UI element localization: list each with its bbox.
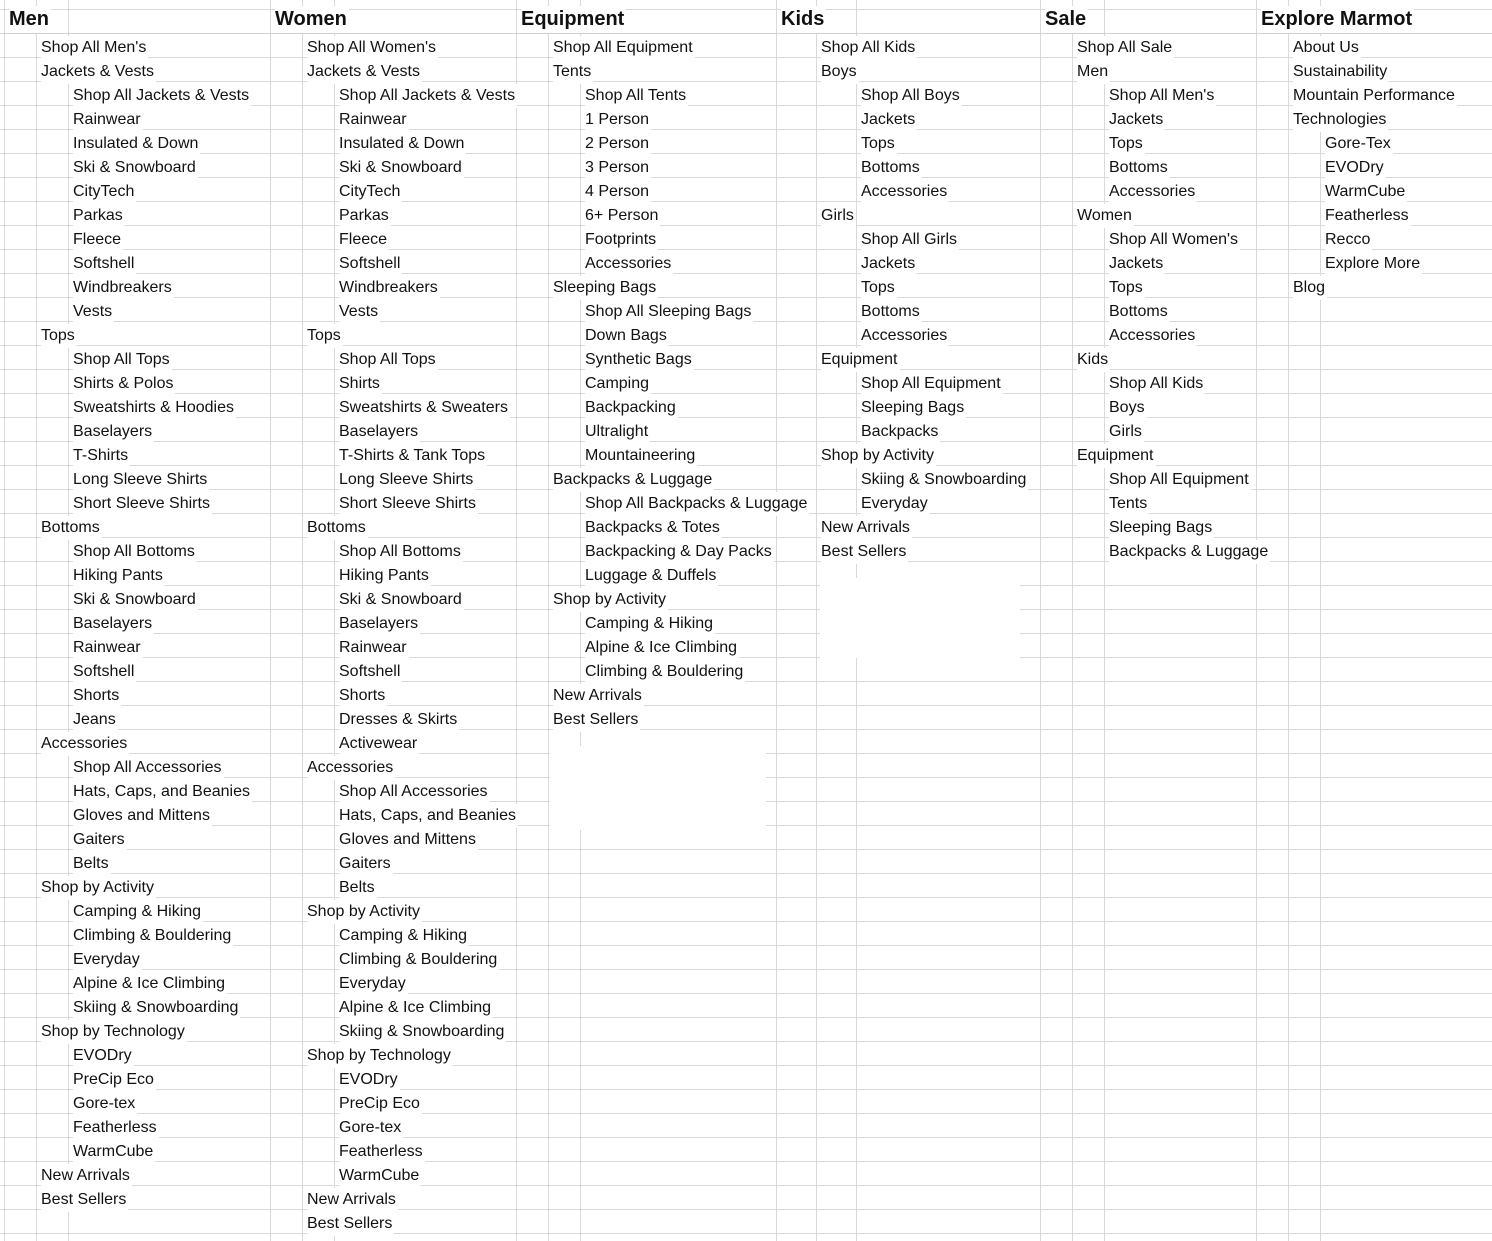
menu-subitem-cell[interactable]: Jackets: [1109, 252, 1165, 276]
menu-subitem-cell[interactable]: Camping & Hiking: [585, 612, 715, 636]
menu-subitem-cell[interactable]: Softshell: [73, 252, 136, 276]
menu-subitem-cell[interactable]: Baselayers: [339, 612, 420, 636]
grid-column-line: [580, 0, 581, 1241]
menu-subitem-cell[interactable]: Short Sleeve Shirts: [339, 492, 478, 516]
grid-column-line: [816, 0, 817, 1241]
menu-subitem-cell[interactable]: Shop All Kids: [1109, 372, 1205, 396]
menu-subitem-cell[interactable]: Girls: [1109, 420, 1144, 444]
column-header[interactable]: Equipment: [521, 6, 626, 33]
grid-column-line: [302, 0, 303, 1241]
menu-category-cell[interactable]: Shop All Women's: [307, 36, 438, 60]
menu-subitem-cell[interactable]: Windbreakers: [339, 276, 440, 300]
menu-subitem-cell[interactable]: Rainwear: [73, 636, 143, 660]
menu-subitem-cell[interactable]: Alpine & Ice Climbing: [585, 636, 739, 660]
grid-column-line: [1072, 0, 1073, 1241]
menu-category-cell[interactable]: Backpacks & Luggage: [553, 468, 714, 492]
menu-subitem-cell[interactable]: EVODry: [73, 1044, 134, 1068]
menu-subitem-cell[interactable]: Backpacking: [585, 396, 678, 420]
menu-category-cell[interactable]: Shop All Men's: [41, 36, 148, 60]
menu-subitem-cell[interactable]: Climbing & Bouldering: [73, 924, 233, 948]
menu-subitem-cell[interactable]: Camping & Hiking: [73, 900, 203, 924]
menu-subitem-cell[interactable]: Gaiters: [73, 828, 127, 852]
menu-category-cell[interactable]: New Arrivals: [821, 516, 912, 540]
column-header[interactable]: Explore Marmot: [1261, 6, 1414, 33]
menu-subitem-cell[interactable]: Alpine & Ice Climbing: [73, 972, 227, 996]
menu-subitem-cell[interactable]: Jackets: [861, 252, 917, 276]
menu-subitem-cell[interactable]: Camping: [585, 372, 651, 396]
menu-subitem-cell[interactable]: Shop All Bottoms: [339, 540, 463, 564]
menu-subitem-cell[interactable]: Shop All Bottoms: [73, 540, 197, 564]
menu-subitem-cell[interactable]: Footprints: [585, 228, 658, 252]
menu-category-cell[interactable]: Best Sellers: [41, 1188, 128, 1212]
menu-category-cell[interactable]: New Arrivals: [553, 684, 644, 708]
menu-subitem-cell[interactable]: Ski & Snowboard: [73, 588, 198, 612]
menu-subitem-cell[interactable]: 4 Person: [585, 180, 651, 204]
menu-subitem-cell[interactable]: Shop All Girls: [861, 228, 959, 252]
menu-subitem-cell[interactable]: Vests: [339, 300, 380, 324]
menu-subitem-cell[interactable]: Tops: [861, 132, 897, 156]
menu-subitem-cell[interactable]: Short Sleeve Shirts: [73, 492, 212, 516]
menu-subitem-cell[interactable]: Rainwear: [73, 108, 143, 132]
menu-subitem-cell[interactable]: 2 Person: [585, 132, 651, 156]
menu-subitem-cell[interactable]: CityTech: [73, 180, 136, 204]
menu-subitem-cell[interactable]: Ski & Snowboard: [339, 588, 464, 612]
menu-category-cell[interactable]: Shop All Equipment: [553, 36, 695, 60]
menu-category-cell[interactable]: Men: [1077, 60, 1110, 84]
menu-subitem-cell[interactable]: Gore-tex: [73, 1092, 137, 1116]
menu-subitem-cell[interactable]: Shop All Sleeping Bags: [585, 300, 753, 324]
menu-subitem-cell[interactable]: Skiing & Snowboarding: [73, 996, 240, 1020]
menu-subitem-cell[interactable]: Shop All Tents: [585, 84, 688, 108]
menu-category-cell[interactable]: Best Sellers: [307, 1212, 394, 1236]
menu-category-cell[interactable]: Boys: [821, 60, 859, 84]
menu-subitem-cell[interactable]: Gloves and Mittens: [339, 828, 478, 852]
menu-subitem-cell[interactable]: Shop All Jackets & Vests: [339, 84, 517, 108]
menu-subitem-cell[interactable]: Sweatshirts & Hoodies: [73, 396, 236, 420]
menu-subitem-cell[interactable]: Everyday: [861, 492, 930, 516]
menu-subitem-cell[interactable]: Hiking Pants: [73, 564, 165, 588]
menu-category-cell[interactable]: Shop by Technology: [41, 1020, 187, 1044]
menu-subitem-cell[interactable]: T-Shirts: [73, 444, 130, 468]
menu-subitem-cell[interactable]: Shorts: [73, 684, 121, 708]
menu-category-cell[interactable]: Jackets & Vests: [41, 60, 156, 84]
menu-subitem-cell[interactable]: Shop All Backpacks & Luggage: [585, 492, 809, 516]
menu-subitem-cell[interactable]: Baselayers: [339, 420, 420, 444]
menu-subitem-cell[interactable]: EVODry: [339, 1068, 400, 1092]
menu-category-cell[interactable]: Shop by Activity: [307, 900, 422, 924]
menu-subitem-cell[interactable]: Insulated & Down: [73, 132, 200, 156]
menu-subitem-cell[interactable]: Tops: [1109, 132, 1145, 156]
menu-category-cell[interactable]: Sustainability: [1293, 60, 1389, 84]
menu-subitem-cell[interactable]: Baselayers: [73, 612, 154, 636]
menu-subitem-cell[interactable]: Climbing & Bouldering: [339, 948, 499, 972]
menu-subitem-cell[interactable]: Accessories: [861, 324, 949, 348]
header-row-border: [0, 33, 1492, 34]
menu-subitem-cell[interactable]: Parkas: [73, 204, 125, 228]
menu-subitem-cell[interactable]: Bottoms: [861, 300, 922, 324]
menu-subitem-cell[interactable]: 3 Person: [585, 156, 651, 180]
menu-subitem-cell[interactable]: Ultralight: [585, 420, 650, 444]
menu-subitem-cell[interactable]: Featherless: [1325, 204, 1411, 228]
menu-subitem-cell[interactable]: 1 Person: [585, 108, 651, 132]
menu-category-cell[interactable]: Bottoms: [307, 516, 368, 540]
menu-subitem-cell[interactable]: Ski & Snowboard: [339, 156, 464, 180]
menu-subitem-cell[interactable]: Belts: [73, 852, 111, 876]
menu-category-cell[interactable]: Tops: [41, 324, 77, 348]
menu-subitem-cell[interactable]: Shop All Equipment: [1109, 468, 1251, 492]
menu-subitem-cell[interactable]: Gore-tex: [339, 1116, 403, 1140]
menu-subitem-cell[interactable]: Activewear: [339, 732, 419, 756]
menu-subitem-cell[interactable]: Rainwear: [339, 636, 409, 660]
menu-subitem-cell[interactable]: T-Shirts & Tank Tops: [339, 444, 487, 468]
grid-column-line: [1288, 0, 1289, 1241]
menu-subitem-cell[interactable]: Sleeping Bags: [861, 396, 966, 420]
menu-subitem-cell[interactable]: Baselayers: [73, 420, 154, 444]
grid-column-line: [4, 0, 5, 1241]
menu-subitem-cell[interactable]: Gore-Tex: [1325, 132, 1393, 156]
menu-subitem-cell[interactable]: Jackets: [1109, 108, 1165, 132]
menu-subitem-cell[interactable]: Insulated & Down: [339, 132, 466, 156]
grid-column-line: [1040, 0, 1041, 1241]
menu-subitem-cell[interactable]: Vests: [73, 300, 114, 324]
menu-subitem-cell[interactable]: Ski & Snowboard: [73, 156, 198, 180]
column-header[interactable]: Men: [9, 6, 51, 33]
grid-column-line: [776, 0, 777, 1241]
menu-subitem-cell[interactable]: Windbreakers: [73, 276, 174, 300]
menu-subitem-cell[interactable]: Tops: [1109, 276, 1145, 300]
menu-subitem-cell[interactable]: Shop All Equipment: [861, 372, 1003, 396]
menu-subitem-cell[interactable]: Mountaineering: [585, 444, 697, 468]
menu-subitem-cell[interactable]: Camping & Hiking: [339, 924, 469, 948]
menu-subitem-cell[interactable]: Climbing & Bouldering: [585, 660, 745, 684]
menu-subitem-cell[interactable]: Shop All Accessories: [339, 780, 490, 804]
grid-column-line: [1256, 0, 1257, 1241]
menu-subitem-cell[interactable]: Backpacking & Day Packs: [585, 540, 774, 564]
menu-subitem-cell[interactable]: Bottoms: [1109, 156, 1170, 180]
menu-subitem-cell[interactable]: Long Sleeve Shirts: [73, 468, 209, 492]
menu-category-cell[interactable]: Shop by Activity: [41, 876, 156, 900]
menu-subitem-cell[interactable]: Softshell: [339, 252, 402, 276]
menu-subitem-cell[interactable]: WarmCube: [73, 1140, 155, 1164]
menu-subitem-cell[interactable]: Explore More: [1325, 252, 1422, 276]
menu-subitem-cell[interactable]: Accessories: [1109, 180, 1197, 204]
menu-subitem-cell[interactable]: Gloves and Mittens: [73, 804, 212, 828]
menu-subitem-cell[interactable]: Shop All Jackets & Vests: [73, 84, 251, 108]
menu-subitem-cell[interactable]: Fleece: [339, 228, 389, 252]
menu-subitem-cell[interactable]: Gaiters: [339, 852, 393, 876]
menu-subitem-cell[interactable]: Backpacks: [861, 420, 940, 444]
menu-subitem-cell[interactable]: Skiing & Snowboarding: [339, 1020, 506, 1044]
menu-subitem-cell[interactable]: Hiking Pants: [339, 564, 431, 588]
menu-subitem-cell[interactable]: Hats, Caps, and Beanies: [339, 804, 518, 828]
menu-subitem-cell[interactable]: Sleeping Bags: [1109, 516, 1214, 540]
grid-column-line: [1104, 0, 1105, 1241]
menu-subitem-cell[interactable]: Accessories: [585, 252, 673, 276]
menu-category-cell[interactable]: Accessories: [307, 756, 395, 780]
menu-subitem-cell[interactable]: WarmCube: [1325, 180, 1407, 204]
menu-subitem-cell[interactable]: Hats, Caps, and Beanies: [73, 780, 252, 804]
menu-subitem-cell[interactable]: Everyday: [339, 972, 408, 996]
menu-subitem-cell[interactable]: Boys: [1109, 396, 1147, 420]
menu-category-cell[interactable]: Equipment: [1077, 444, 1156, 468]
menu-subitem-cell[interactable]: Featherless: [339, 1140, 425, 1164]
grid-column-line: [68, 0, 69, 1241]
menu-subitem-cell[interactable]: Belts: [339, 876, 377, 900]
menu-subitem-cell[interactable]: PreCip Eco: [339, 1092, 422, 1116]
menu-subitem-cell[interactable]: Recco: [1325, 228, 1372, 252]
menu-subitem-cell[interactable]: CityTech: [339, 180, 402, 204]
menu-category-cell[interactable]: Equipment: [821, 348, 900, 372]
menu-subitem-cell[interactable]: Backpacks & Totes: [585, 516, 722, 540]
menu-subitem-cell[interactable]: Accessories: [1109, 324, 1197, 348]
menu-category-cell[interactable]: About Us: [1293, 36, 1361, 60]
menu-subitem-cell[interactable]: Parkas: [339, 204, 391, 228]
menu-subitem-cell[interactable]: Backpacks & Luggage: [1109, 540, 1270, 564]
menu-category-cell[interactable]: Jackets & Vests: [307, 60, 422, 84]
menu-subitem-cell[interactable]: EVODry: [1325, 156, 1386, 180]
menu-subitem-cell[interactable]: 6+ Person: [585, 204, 660, 228]
grid-column-line: [1320, 0, 1321, 1241]
menu-category-cell[interactable]: Girls: [821, 204, 856, 228]
menu-category-cell[interactable]: Technologies: [1293, 108, 1388, 132]
menu-subitem-cell[interactable]: Alpine & Ice Climbing: [339, 996, 493, 1020]
menu-subitem-cell[interactable]: Bottoms: [861, 156, 922, 180]
column-header[interactable]: Sale: [1045, 6, 1088, 33]
menu-subitem-cell[interactable]: Sweatshirts & Sweaters: [339, 396, 510, 420]
menu-subitem-cell[interactable]: PreCip Eco: [73, 1068, 156, 1092]
menu-subitem-cell[interactable]: Shop All Men's: [1109, 84, 1216, 108]
menu-subitem-cell[interactable]: Shop All Accessories: [73, 756, 224, 780]
menu-category-cell[interactable]: Women: [1077, 204, 1134, 228]
menu-subitem-cell[interactable]: Accessories: [861, 180, 949, 204]
menu-category-cell[interactable]: Shop by Activity: [821, 444, 936, 468]
grid-column-line: [270, 0, 271, 1241]
menu-subitem-cell[interactable]: Softshell: [73, 660, 136, 684]
menu-subitem-cell[interactable]: Tents: [1109, 492, 1149, 516]
menu-category-cell[interactable]: Bottoms: [41, 516, 102, 540]
menu-subitem-cell[interactable]: Shop All Tops: [73, 348, 172, 372]
menu-category-cell[interactable]: Shop All Kids: [821, 36, 917, 60]
menu-category-cell[interactable]: Tops: [307, 324, 343, 348]
menu-subitem-cell[interactable]: Shop All Boys: [861, 84, 962, 108]
menu-category-cell[interactable]: New Arrivals: [41, 1164, 132, 1188]
menu-subitem-cell[interactable]: Jackets: [861, 108, 917, 132]
menu-subitem-cell[interactable]: Featherless: [73, 1116, 159, 1140]
menu-subitem-cell[interactable]: Shirts & Polos: [73, 372, 175, 396]
grid-column-line: [36, 0, 37, 1241]
menu-subitem-cell[interactable]: Bottoms: [1109, 300, 1170, 324]
menu-subitem-cell[interactable]: Shop All Women's: [1109, 228, 1240, 252]
menu-category-cell[interactable]: Best Sellers: [821, 540, 908, 564]
menu-subitem-cell[interactable]: Jeans: [73, 708, 118, 732]
menu-subitem-cell[interactable]: Tops: [861, 276, 897, 300]
menu-subitem-cell[interactable]: Synthetic Bags: [585, 348, 694, 372]
column-header[interactable]: Women: [275, 6, 349, 33]
menu-subitem-cell[interactable]: Rainwear: [339, 108, 409, 132]
column-header[interactable]: Kids: [781, 6, 826, 33]
menu-category-cell[interactable]: Shop All Sale: [1077, 36, 1174, 60]
menu-subitem-cell[interactable]: Skiing & Snowboarding: [861, 468, 1028, 492]
menu-category-cell[interactable]: Accessories: [41, 732, 129, 756]
menu-subitem-cell[interactable]: Softshell: [339, 660, 402, 684]
menu-category-cell[interactable]: Best Sellers: [553, 708, 640, 732]
menu-category-cell[interactable]: Kids: [1077, 348, 1110, 372]
grid-column-line: [516, 0, 517, 1241]
menu-category-cell[interactable]: Shop by Activity: [553, 588, 668, 612]
menu-subitem-cell[interactable]: Shop All Tops: [339, 348, 438, 372]
menu-category-cell[interactable]: Shop by Technology: [307, 1044, 453, 1068]
menu-subitem-cell[interactable]: Dresses & Skirts: [339, 708, 459, 732]
menu-category-cell[interactable]: Tents: [553, 60, 593, 84]
menu-subitem-cell[interactable]: Everyday: [73, 948, 142, 972]
menu-subitem-cell[interactable]: Long Sleeve Shirts: [339, 468, 475, 492]
menu-subitem-cell[interactable]: Shirts: [339, 372, 382, 396]
menu-subitem-cell[interactable]: Down Bags: [585, 324, 669, 348]
menu-category-cell[interactable]: New Arrivals: [307, 1188, 398, 1212]
menu-category-cell[interactable]: Mountain Performance: [1293, 84, 1457, 108]
empty-merged-area: [820, 578, 1020, 658]
empty-merged-area: [550, 746, 766, 830]
menu-category-cell[interactable]: Blog: [1293, 276, 1327, 300]
menu-category-cell[interactable]: Sleeping Bags: [553, 276, 658, 300]
menu-subitem-cell[interactable]: Luggage & Duffels: [585, 564, 718, 588]
grid-column-line: [548, 0, 549, 1241]
menu-subitem-cell[interactable]: Shorts: [339, 684, 387, 708]
menu-subitem-cell[interactable]: Fleece: [73, 228, 123, 252]
menu-subitem-cell[interactable]: WarmCube: [339, 1164, 421, 1188]
